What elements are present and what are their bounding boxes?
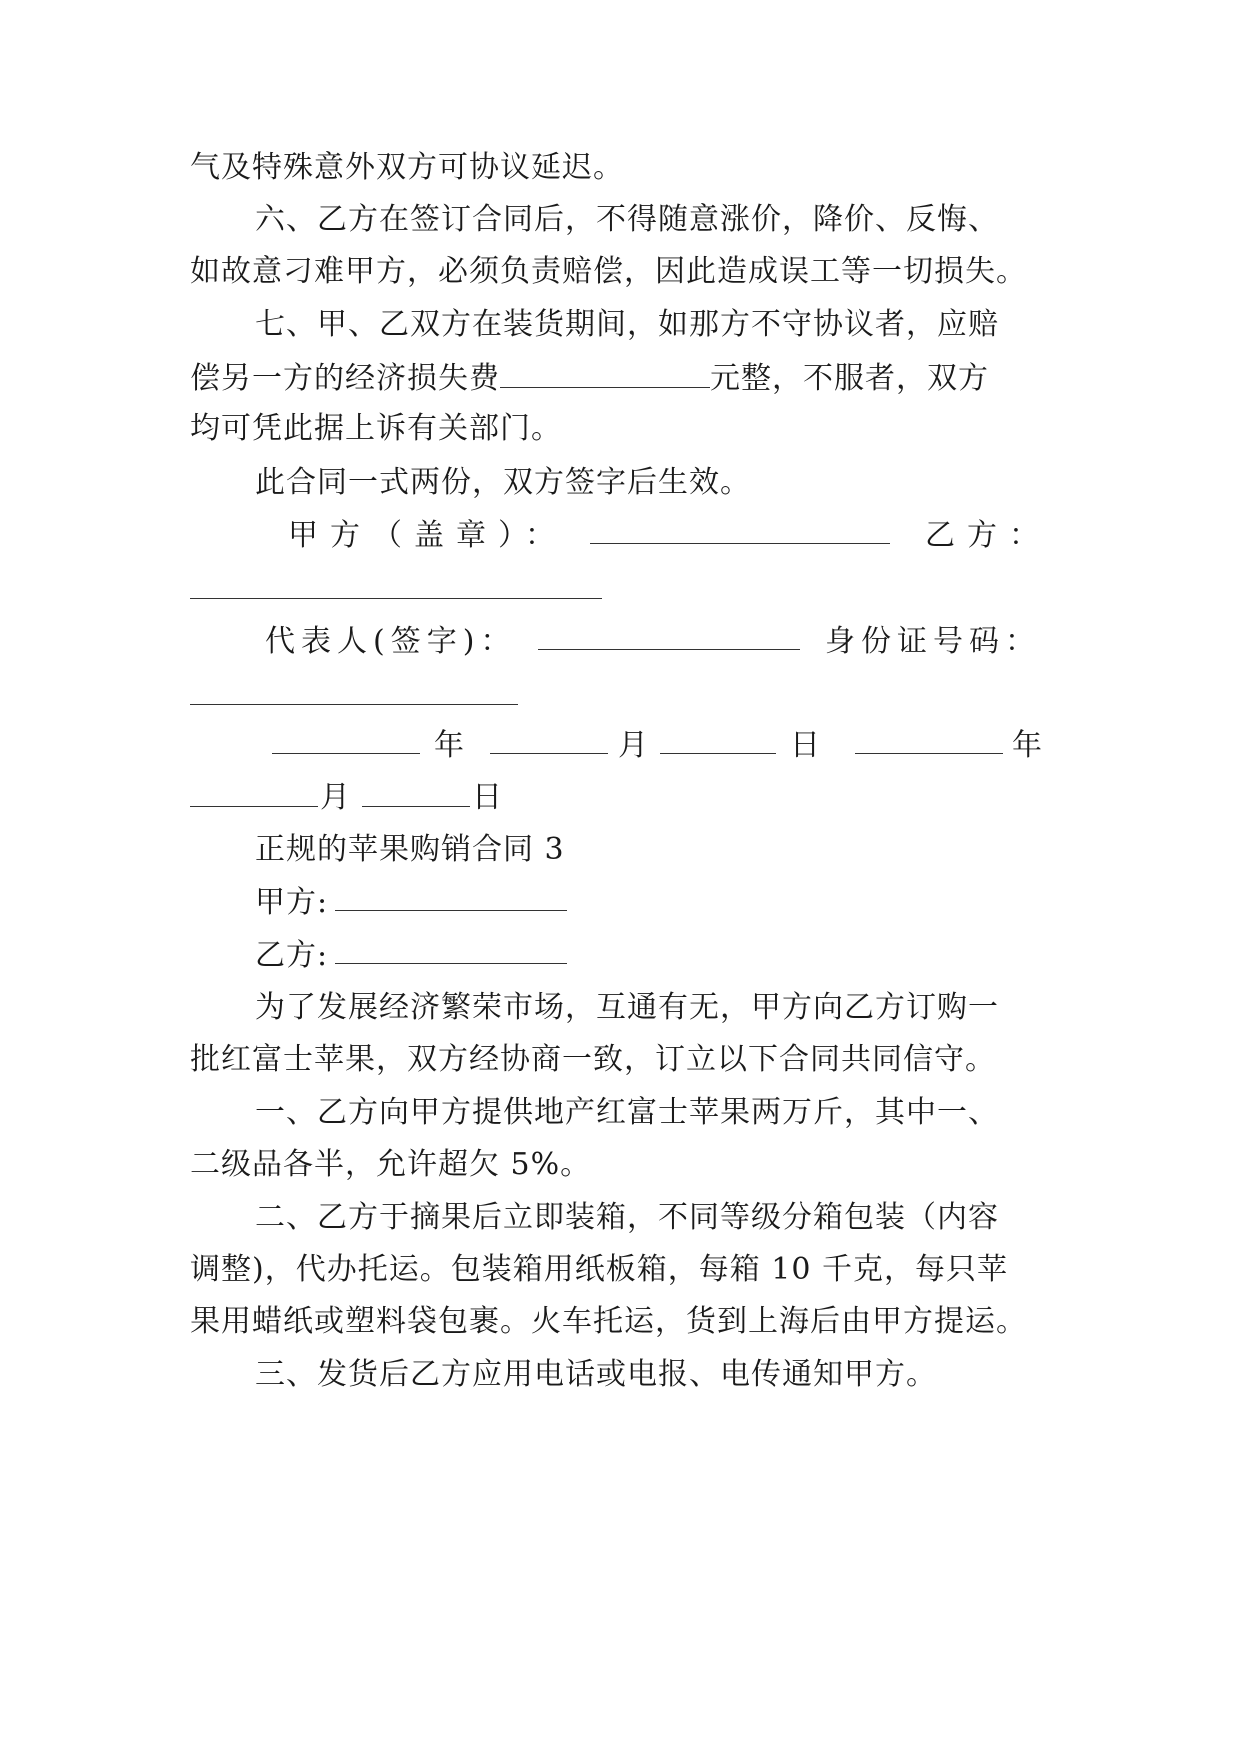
date-year-blank [272, 752, 420, 754]
clause-seven-line1: 七、甲、乙双方在装货期间，如那方不守协议者，应赔 [255, 307, 999, 342]
id-number-blank [190, 703, 518, 705]
representative-label: 代表人(签字)： [265, 624, 517, 659]
party-b-name-blank [335, 962, 567, 964]
clause-two-line3: 果用蜡纸或塑料袋包裹。火车托运，货到上海后由甲方提运。 [190, 1304, 1027, 1339]
party-a-seal-line [288, 516, 567, 556]
effectivity-note: 此合同一式两份，双方签字后生效。 [255, 465, 751, 500]
clause-one-line1: 一、乙方向甲方提供地产红富士苹果两万斤，其中一、 [255, 1095, 999, 1130]
date-month2-label: 月 [320, 780, 351, 815]
party-b-line: 乙方: [255, 938, 329, 973]
clause-six-line2: 如故意刁难甲方，必须负责赔偿，因此造成误工等一切损失。 [190, 254, 1027, 289]
date-day2-label: 日 [472, 780, 503, 815]
clause-seven-line2 [190, 357, 989, 399]
preamble-line2: 批红富士苹果，双方经协商一致，订立以下合同共同信守。 [190, 1042, 996, 1077]
clause-six-line1: 六、乙方在签订合同后，不得随意涨价，降价、反悔、 [255, 202, 999, 237]
date-year-label: 年 [434, 728, 465, 763]
date-year2-blank [855, 752, 1003, 754]
clause-seven-line3: 均可凭此据上诉有关部门。 [190, 411, 562, 446]
party-a-blank [335, 909, 567, 911]
contract-title: 正规的苹果购销合同 3 [255, 832, 565, 867]
party-b-blank [190, 597, 602, 599]
preamble-line1: 为了发展经济繁荣市场，互通有无，甲方向乙方订购一 [255, 990, 999, 1025]
text-fragment: 偿另一方的经济损失费 [190, 361, 500, 396]
clause-two-line1: 二、乙方于摘果后立即装箱，不同等级分箱包装（内容 [255, 1200, 999, 1235]
representative-blank [538, 648, 800, 650]
id-number-line [825, 622, 1041, 662]
party-a-seal-label: 甲方（盖章）： [288, 518, 567, 553]
text-fragment: 元整，不服者，双方 [710, 361, 989, 396]
date-day-label: 日 [790, 728, 821, 763]
party-b-label: 乙方： [925, 518, 1051, 553]
id-number-label: 身份证号码： [825, 624, 1041, 659]
date-day-blank [660, 752, 776, 754]
date-day2-blank [362, 805, 470, 807]
party-a-line: 甲方: [255, 885, 329, 920]
date-month-label: 月 [618, 728, 649, 763]
date-month-blank [490, 752, 608, 754]
clause-three-line1: 三、发货后乙方应用电话或电报、电传通知甲方。 [255, 1357, 937, 1392]
clause-two-line2: 调整)，代办托运。包装箱用纸板箱，每箱 10 千克，每只苹 [190, 1252, 1008, 1287]
date-month2-blank [190, 805, 318, 807]
party-b-label-line [925, 516, 1051, 556]
representative-line [265, 622, 516, 662]
date-year2-label: 年 [1012, 728, 1043, 763]
text-line: 气及特殊意外双方可协议延迟。 [190, 150, 624, 185]
clause-one-line2: 二级品各半，允许超欠 5%。 [190, 1147, 592, 1182]
compensation-amount-blank [500, 357, 710, 388]
party-a-seal-blank [590, 542, 890, 544]
